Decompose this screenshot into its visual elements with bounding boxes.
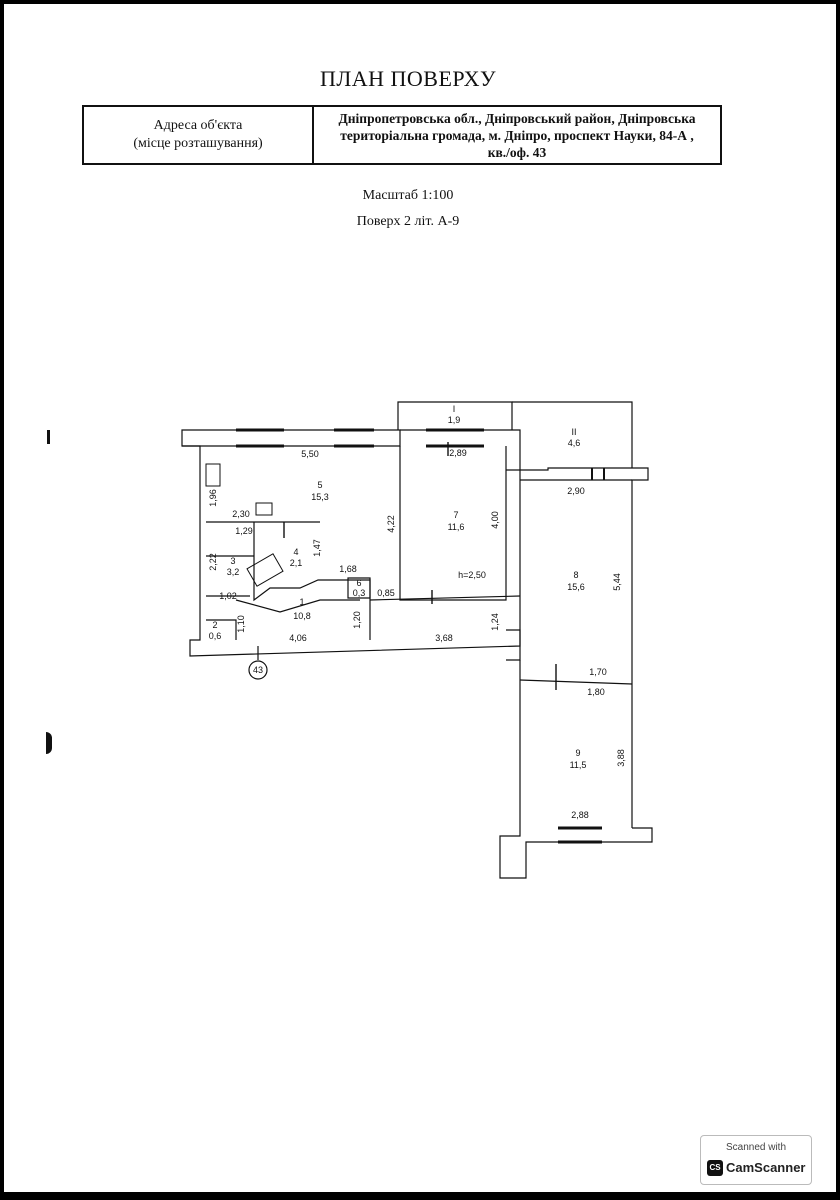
- dim-1-02: 1,02: [219, 591, 237, 601]
- room-1-area: 10,8: [293, 611, 311, 621]
- entrance-number: 43: [252, 665, 264, 675]
- dim-3-88: 3,88: [616, 749, 626, 767]
- room-7-area: 11,6: [447, 522, 465, 532]
- dim-4-00: 4,00: [490, 511, 500, 529]
- balcony-2-area: 4,6: [567, 438, 581, 448]
- dim-1-70: 1,70: [589, 667, 607, 677]
- dim-1-80: 1,80: [587, 687, 605, 697]
- floor-text: Поверх 2 літ. А-9: [356, 214, 460, 229]
- dim-2-88: 2,88: [571, 810, 589, 820]
- scan-mark: [47, 430, 50, 444]
- page-title: ПЛАН ПОВЕРХУ: [319, 66, 497, 91]
- room-9-area: 11,5: [569, 760, 587, 770]
- address-label-line2: (місце розташування): [133, 136, 263, 151]
- dim-1-47: 1,47: [312, 539, 322, 557]
- room-1-number: 1: [299, 597, 305, 607]
- dim-4-22: 4,22: [386, 515, 396, 533]
- dim-2-22: 2,22: [208, 553, 218, 571]
- dim-1-20: 1,20: [352, 611, 362, 629]
- address-value-line2: територіальна громада, м. Дніпро, проспект Науки, 84-А ,: [340, 127, 694, 143]
- address-value-line3: кв./оф. 43: [487, 144, 547, 160]
- document-page: [4, 4, 836, 1192]
- room-5-area: 15,3: [311, 492, 329, 502]
- address-value-line1: Дніпропетровська обл., Дніпровський район, Дніпровська: [338, 110, 696, 126]
- dim-5-50: 5,50: [301, 449, 319, 459]
- room-labels: [209, 404, 587, 770]
- room-3-number: 3: [230, 556, 236, 566]
- balcony-1-area: 1,9: [447, 415, 461, 425]
- dim-1-68: 1,68: [339, 564, 357, 574]
- dim-1-96: 1,96: [208, 489, 218, 507]
- scan-mark: [46, 732, 52, 754]
- west-south-wall: [182, 446, 520, 656]
- dim-3-68: 3,68: [435, 633, 453, 643]
- room-4-number: 4: [293, 547, 299, 557]
- room-8-number: 8: [573, 570, 579, 580]
- room8-9-wall: [520, 680, 632, 684]
- room-6-number: 6: [356, 578, 362, 588]
- room-8-area: 15,6: [567, 582, 585, 592]
- badge-name: CamScanner: [726, 1160, 806, 1175]
- camscanner-logo-icon: CS: [707, 1160, 723, 1176]
- address-label-line1: Адреса об'єкта: [153, 118, 243, 133]
- ceiling-height: h=2,50: [458, 570, 486, 580]
- room-7-number: 7: [453, 510, 459, 520]
- room-4-area: 2,1: [289, 558, 303, 568]
- dim-1-24: 1,24: [490, 613, 500, 631]
- room-5-number: 5: [317, 480, 323, 490]
- east-wall: [400, 430, 648, 828]
- room-9-number: 9: [575, 748, 581, 758]
- room8-west: [506, 470, 520, 660]
- room-2-area: 0,6: [208, 631, 222, 641]
- balcony-2-number: II: [571, 427, 577, 437]
- room-6-area: 0,3: [352, 588, 366, 598]
- north-wall-left: [182, 430, 400, 446]
- dimension-labels: [208, 448, 626, 820]
- balcony-1-number: I: [452, 404, 456, 414]
- dim-0-85: 0,85: [377, 588, 395, 598]
- room-2-number: 2: [212, 620, 218, 630]
- floor-plan: [4, 4, 836, 1192]
- dim-5-44: 5,44: [612, 573, 622, 591]
- dim-4-06: 4,06: [289, 633, 307, 643]
- dim-1-10: 1,10: [236, 615, 246, 633]
- scale-text: Масштаб 1:100: [362, 188, 454, 203]
- camscanner-badge: [700, 1135, 812, 1185]
- dim-2-89: 2,89: [449, 448, 467, 458]
- badge-text: Scanned with: [725, 1142, 787, 1153]
- room-3-area: 3,2: [226, 567, 240, 577]
- dim-1-29: 1,29: [235, 526, 253, 536]
- dim-2-30: 2,30: [232, 509, 250, 519]
- dim-2-90: 2,90: [567, 486, 585, 496]
